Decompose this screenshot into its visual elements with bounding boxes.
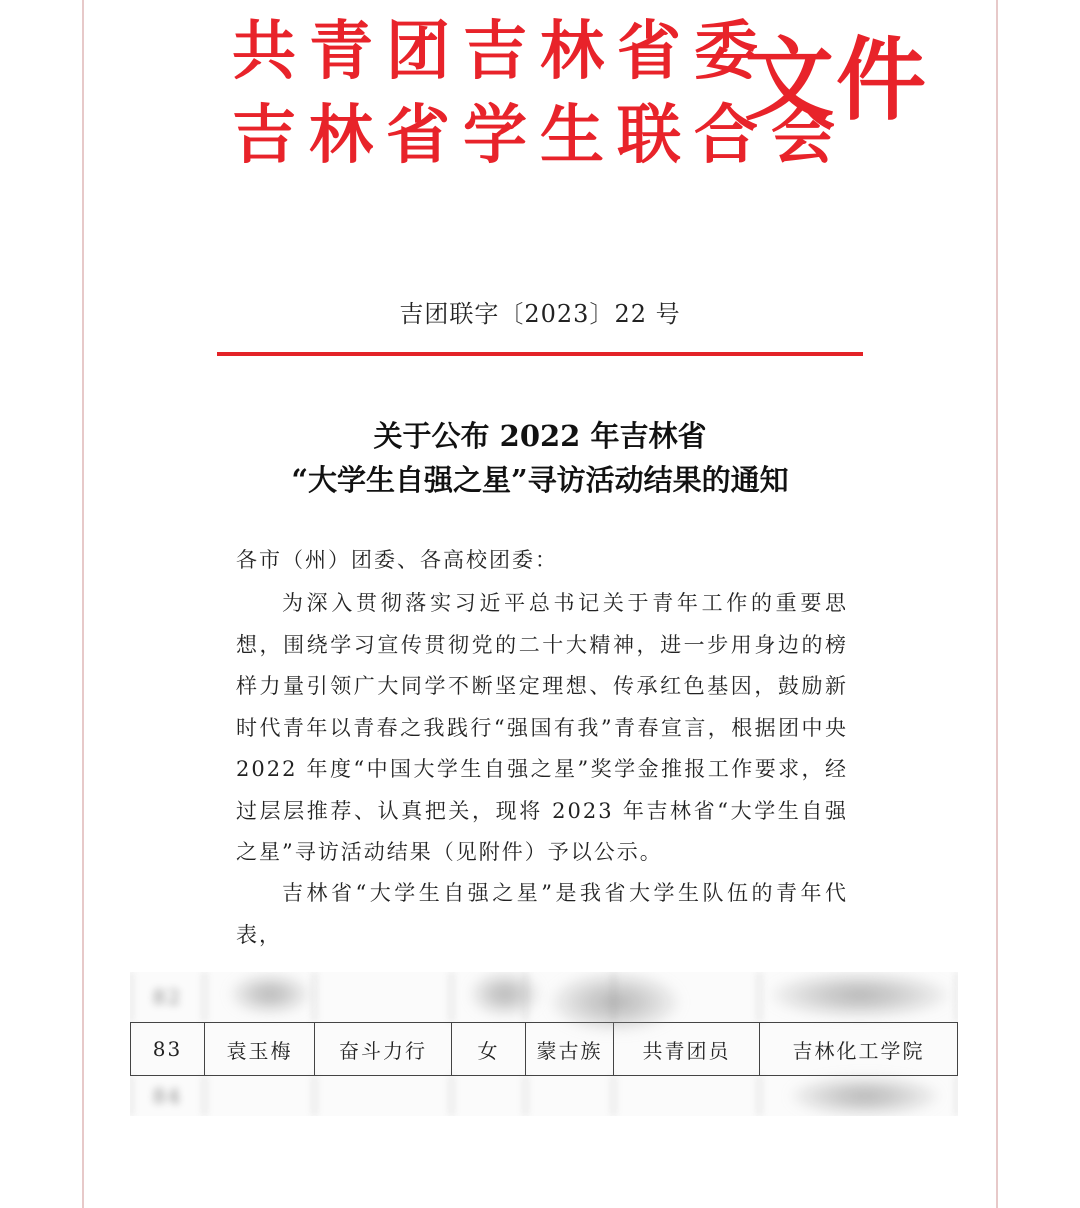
blur-smudge	[770, 972, 950, 1018]
document-number: 吉团联字〔2023〕22 号	[399, 300, 681, 328]
row-number-cell: 82	[130, 972, 205, 1022]
category-cell: 奋斗力行	[315, 1023, 452, 1075]
red-divider	[217, 352, 863, 356]
body-paragraph-1: 为深入贯彻落实习近平总书记关于青年工作的重要思想，围绕学习宣传贯彻党的二十大精神，进一步用身边的榜样力量引领广大同学不断坚定理想、传承红色基因，鼓励新时代青年以青春之我践行“强国有我”青春宣言，根据团中央 2022 年度“中国大学生自强之星”奖学金推报工作要求，经过层层推荐、认真把关，现将 2023 年吉林省“大学生自强之星”寻访活动结果（见附件）予以公示。	[236, 591, 848, 864]
notice-title-line-2: “大学生自强之星”寻访活动结果的通知	[291, 463, 789, 497]
row-number-cell: 84	[130, 1075, 205, 1116]
blur-smudge	[550, 972, 680, 1032]
page-edge-left	[82, 0, 84, 1208]
issuer-line-1: 共青团吉林省委	[232, 15, 771, 89]
name-cell: 袁玉梅	[205, 1023, 315, 1075]
attachment-table-excerpt	[130, 972, 958, 1116]
document-type-label: 文件	[744, 28, 928, 133]
page-edge-right	[996, 0, 998, 1208]
gender-cell: 女	[452, 1023, 526, 1075]
ethnicity-cell: 蒙古族	[526, 1023, 614, 1075]
row-number-cell: 83	[130, 1023, 205, 1075]
school-cell: 吉林化工学院	[760, 1023, 958, 1075]
table-row	[130, 1022, 958, 1076]
political-status-cell: 共青团员	[614, 1023, 760, 1075]
body-paragraph-2: 吉林省“大学生自强之星”是我省大学生队伍的青年代表，	[236, 881, 848, 947]
issuer-line-2: 吉林省学生联合会	[232, 99, 848, 173]
notice-title-line-1: 关于公布 2022 年吉林省	[373, 419, 707, 453]
blur-smudge	[790, 1076, 940, 1116]
salutation: 各市（州）团委、各高校团委：	[236, 548, 558, 572]
blur-smudge	[230, 974, 310, 1014]
blur-smudge	[470, 972, 540, 1016]
